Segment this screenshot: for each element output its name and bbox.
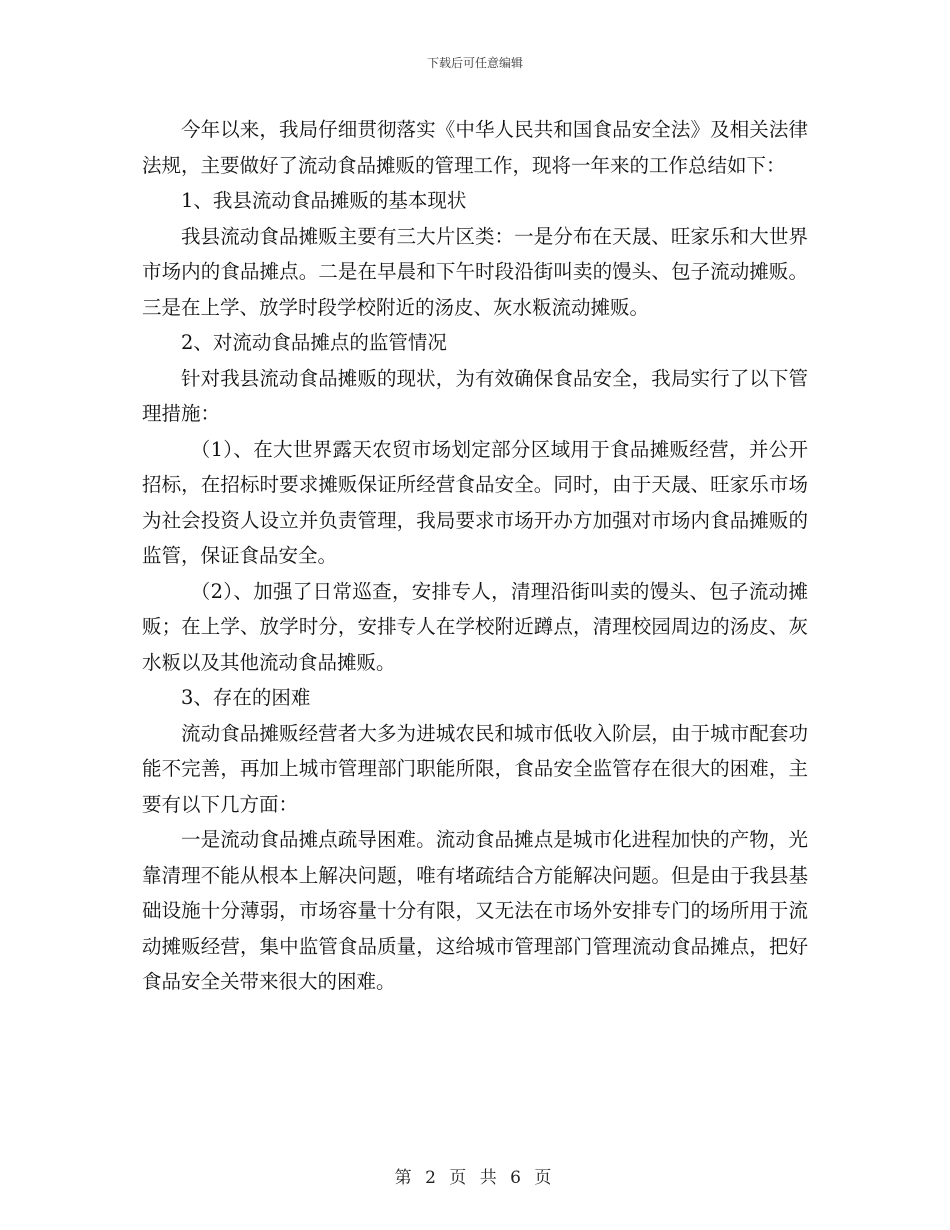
page-number: 第 2 页 共 6 页 [394, 1168, 556, 1188]
page-header: 下载后可任意编辑 [426, 56, 523, 70]
paragraph-intro: 今年以来，我局仔细贯彻落实《中华人民共和国食品安全法》及相关法律法规，主要做好了流动食品摊贩的管理工作，现将一年来的工作总结如下： [142, 118, 808, 177]
paragraph-measure-1: （1）、在大世界露天农贸市场划定部分区域用于食品摊贩经营，并公开招标，在招标时要求摊贩保证所经营食品安全。同时，由于天晟、旺家乐市场为社会投资人设立并负责管理，我局要求市场开办方加强对市场内食品摊贩的监管，保证食品安全。 [142, 437, 808, 567]
section-heading-2: 2、对流动食品摊点的监管情况 [181, 331, 447, 354]
section-heading-3: 3、存在的困难 [181, 686, 311, 709]
document-body [142, 112, 808, 1000]
section-heading-1: 1、我县流动食品摊贩的基本现状 [181, 189, 467, 212]
paragraph-difficulties: 流动食品摊贩经营者大多为进城农民和城市低收入阶层，由于城市配套功能不完善，再加上城市管理部门职能所限，食品安全监管存在很大的困难，主要有以下几方面： [142, 721, 808, 816]
paragraph-measure-2: （2）、加强了日常巡查，安排专人，清理沿街叫卖的馒头、包子流动摊贩；在上学、放学时分，安排专人在学校附近蹲点，清理校园周边的汤皮、灰水粄以及其他流动食品摊贩。 [142, 579, 808, 674]
paragraph-measures-intro: 针对我县流动食品摊贩的现状，为有效确保食品安全，我局实行了以下管理措施： [142, 366, 808, 425]
paragraph-difficulty-1: 一是流动食品摊点疏导困难。流动食品摊点是城市化进程加快的产物，光靠清理不能从根本上解决问题，唯有堵疏结合方能解决问题。但是由于我县基础设施十分薄弱，市场容量十分有限，又无法在市场外安排专门的场所用于流动摊贩经营，集中监管食品质量，这给城市管理部门管理流动食品摊点，把好食品安全关带来很大的困难。 [142, 828, 808, 993]
paragraph-status: 我县流动食品摊贩主要有三大片区类：一是分布在天晟、旺家乐和大世界市场内的食品摊点。二是在早晨和下午时段沿街叫卖的馒头、包子流动摊贩。三是在上学、放学时段学校附近的汤皮、灰水粄流动摊贩。 [142, 224, 808, 319]
